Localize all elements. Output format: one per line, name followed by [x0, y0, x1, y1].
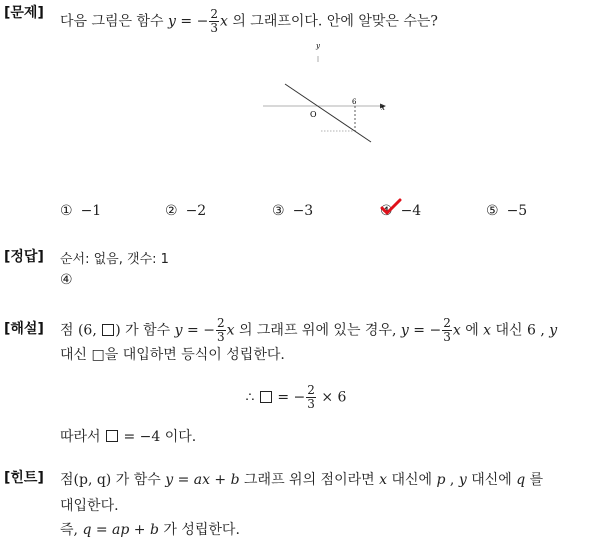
problem-tag: [문제] [4, 5, 44, 21]
line-y-neg2-3x [285, 84, 371, 142]
conclusion-blank-box [106, 430, 118, 442]
eq-minus: = − [175, 13, 209, 30]
equation-minus: = − [272, 389, 306, 406]
hint-line3-eq: q = ap + b [82, 522, 159, 538]
conclusion-prefix: 따라서 [60, 429, 101, 445]
expl-func-prefix: ) 가 함수 [115, 322, 171, 339]
conclusion-suffix: = −4 이다. [123, 429, 197, 445]
hint-namely: 즉, [60, 522, 78, 538]
blank-box [102, 324, 114, 336]
therefore-symbol: ∴ [245, 389, 255, 406]
answer-tag: [정답] [4, 249, 44, 265]
eq-x: x [219, 13, 228, 30]
expl-fraction [216, 317, 226, 344]
problem-text [60, 8, 438, 35]
checkmark-icon [380, 198, 402, 216]
explanation-conclusion [60, 426, 196, 446]
expl-point: 점 (6, [60, 322, 102, 339]
hint-line-1 [60, 469, 543, 489]
hint-object: 를 [529, 472, 544, 488]
choice-3[interactable] [272, 203, 313, 219]
problem-prefix: 다음 그림은 함수 [60, 13, 164, 30]
eq-y: y [168, 13, 176, 30]
expl-case: 의 그래프 위에 있는 경우, [238, 322, 397, 339]
equation-fraction [306, 384, 316, 411]
hint-comma: , [449, 472, 455, 488]
hint-graph-point: 그래프 위의 점이라면 [244, 472, 375, 488]
choice-2[interactable] [165, 203, 206, 219]
y-label: y [316, 42, 320, 50]
choice-1-value: −1 [80, 203, 102, 219]
expl-y-var: y [549, 322, 558, 339]
choice-5[interactable] [486, 203, 527, 219]
hint-y-var: y [458, 472, 467, 488]
hint-x-var: x [379, 472, 388, 488]
choice-5-value: −5 [506, 203, 528, 219]
hint-tag: [힌트] [4, 470, 44, 486]
eqn-frac-num: 2 [307, 383, 315, 397]
expl-eq-x: x [226, 322, 235, 339]
expl-fraction-2 [442, 317, 452, 344]
choice-3-num: ③ [272, 203, 285, 219]
choice-3-value: −3 [292, 203, 314, 219]
equation-blank-box [260, 391, 272, 403]
explanation-equation [0, 384, 592, 411]
hint-instead-2: 대신에 [471, 472, 512, 488]
explanation-tag: [해설] [4, 321, 44, 337]
tick-label-6: 6 [352, 98, 357, 106]
answer-meta: 순서: 없음, 갯수: 1 [60, 252, 169, 267]
expl-frac-den: 3 [216, 330, 225, 344]
hint-line-3 [60, 519, 240, 539]
expl-eq2-minus: = − [408, 322, 442, 339]
equation-times-6: × 6 [321, 389, 347, 406]
expl-x-var: x [483, 322, 492, 339]
origin-label: O [310, 110, 317, 119]
expl-eq2-y: y [400, 322, 409, 339]
expl-instead-6: 대신 6 , [495, 322, 545, 339]
expl-eq-y: y [174, 322, 183, 339]
hint-holds: 가 성립한다. [163, 522, 240, 538]
choice-4-value: −4 [400, 203, 422, 219]
expl-eq2-x: x [452, 322, 461, 339]
frac-den: 3 [210, 21, 218, 35]
hint-point: 점(p, q) 가 함수 [60, 472, 161, 488]
expl-frac-num: 2 [216, 316, 225, 330]
expl-in: 에 [465, 322, 479, 339]
problem-suffix: 의 그래프이다. 안에 알맞은 수는? [232, 13, 438, 30]
expl-frac2-num: 2 [443, 316, 451, 330]
x-label: x [381, 104, 385, 112]
choice-2-value: −2 [185, 203, 207, 219]
fraction [209, 8, 219, 35]
answer-value: ④ [60, 272, 73, 288]
choice-1[interactable] [60, 203, 101, 219]
expl-eq-minus: = − [182, 322, 215, 339]
explanation-line-1 [60, 317, 557, 344]
hint-instead-1: 대신에 [391, 472, 433, 488]
eqn-frac-den: 3 [307, 397, 315, 411]
hint-line-2: 대입한다. [60, 498, 119, 514]
function-graph [255, 38, 395, 148]
choice-1-num: ① [60, 203, 73, 219]
choice-5-num: ⑤ [486, 203, 499, 219]
expl-frac2-den: 3 [443, 330, 451, 344]
hint-q-var: q [516, 472, 526, 488]
choice-2-num: ② [165, 203, 178, 219]
choice-4-num: ④ [380, 203, 393, 219]
frac-num: 2 [210, 7, 218, 21]
hint-p-var: p [436, 472, 446, 488]
hint-eq: y = ax + b [165, 472, 240, 488]
explanation-line-2: 대신 □을 대입하면 등식이 성립한다. [60, 347, 285, 363]
